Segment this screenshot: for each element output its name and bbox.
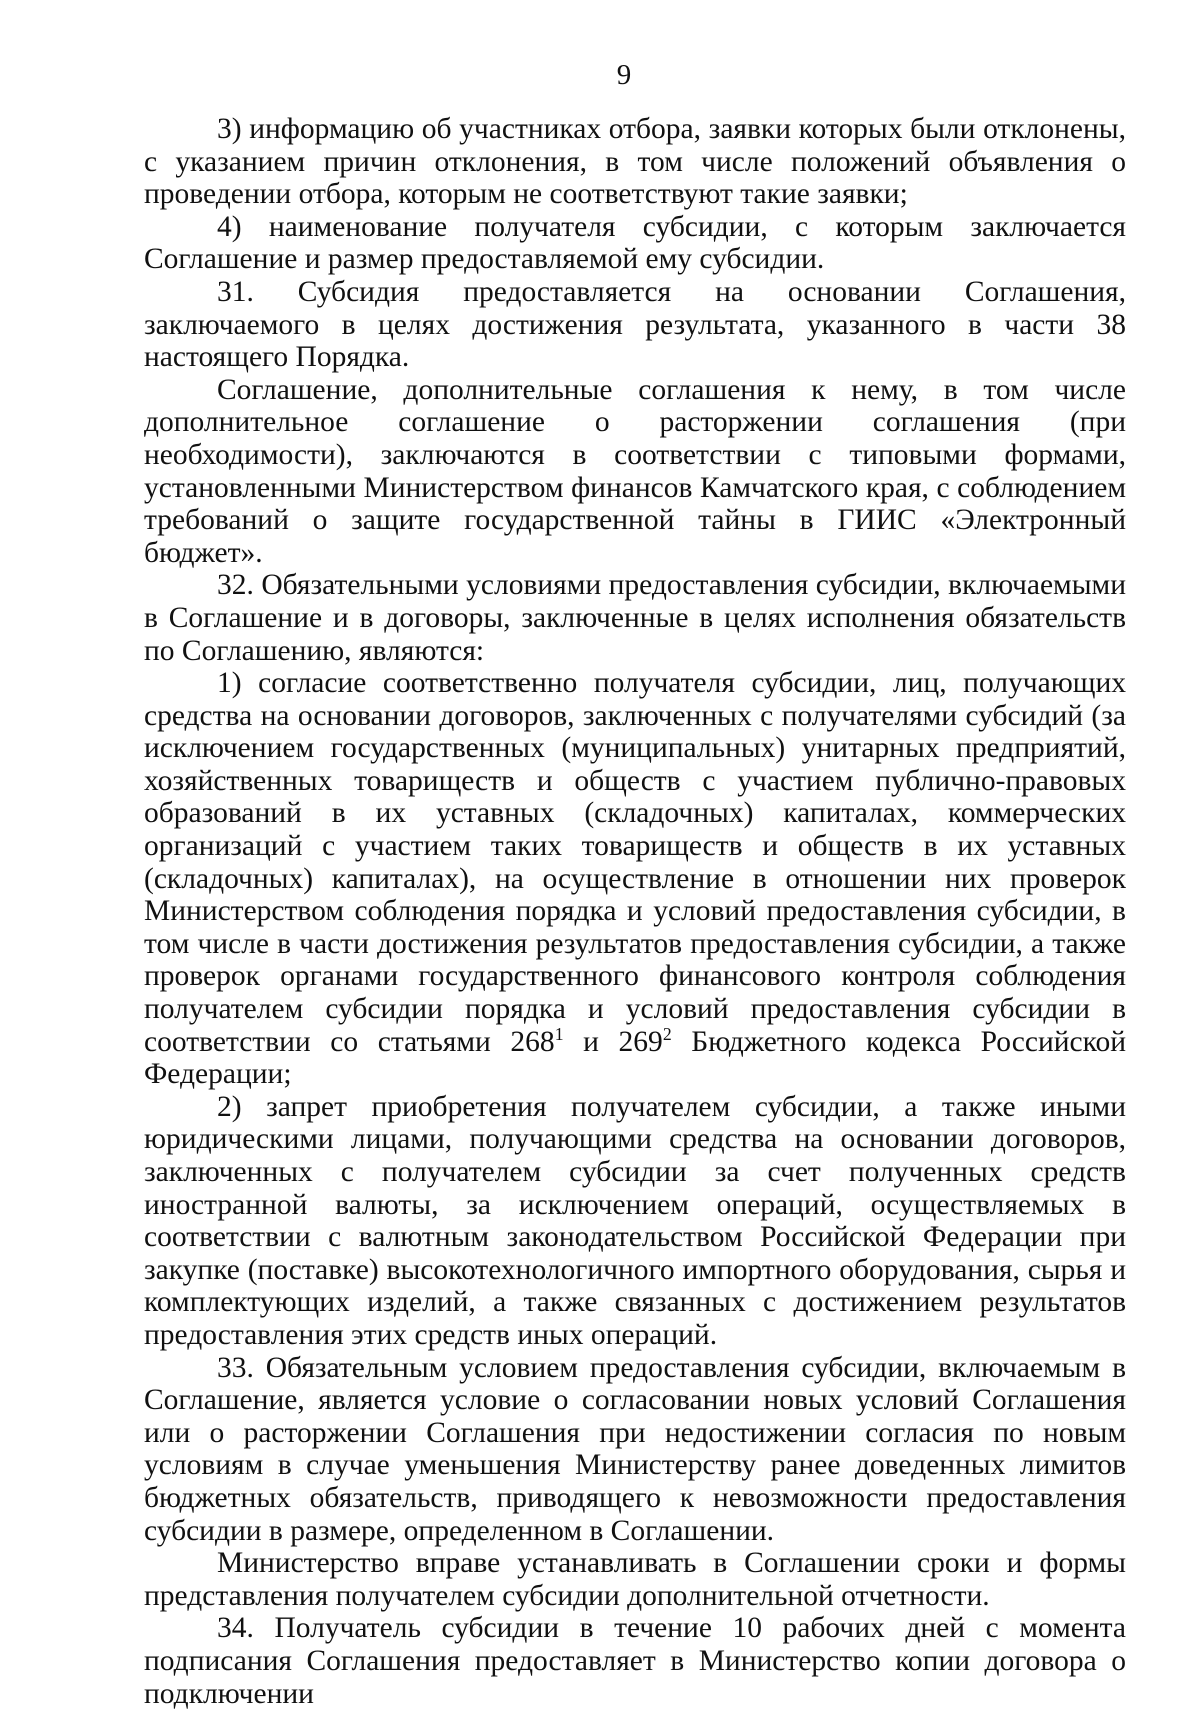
paragraph-agreement-forms: Соглашение, дополнительные соглашения к нему, в том числе дополнительное соглашение о расторжении соглашения (при необходимости), заключаются в соответствии с типовыми формами, установленными Министерством финансов Камчатского края, с соблюдением требований о защите государственной тайны в ГИИС «Электронный бюджет». [144, 373, 1126, 569]
page-number: 9 [616, 59, 632, 91]
document-body [144, 113, 1126, 1710]
footnote-superscript-1: 1 [554, 1023, 564, 1044]
paragraph-clause-31: 31. Субсидия предоставляется на основании Соглашения, заключаемого в целях достижения результата, указанного в части 38 настоящего Порядка. [144, 275, 1126, 374]
paragraph-clause-34: 34. Получатель субсидии в течение 10 рабочих дней с момента подписания Соглашения предоставляет в Министерство копии договора о подключении [144, 1612, 1126, 1710]
paragraph-clause-33: 33. Обязательным условием предоставления субсидии, включаемым в Соглашение, является условие о согласовании новых условий Соглашения или о расторжении Соглашения при недостижении согласия по новым условиям в случае уменьшения Министерству ранее доведенных лимитов бюджетных обязательств, приводящего к невозможности предоставления субсидии в размере, определенном в Соглашении. [144, 1351, 1126, 1547]
paragraph-condition-1 [144, 667, 1126, 1091]
condition-1-tail: Бюджетного кодекса Российской Федерации; [144, 1025, 1126, 1091]
paragraph-item-4: 4) наименование получателя субсидии, с которым заключается Соглашение и размер предоставляемой ему субсидии. [144, 210, 1126, 276]
paragraph-condition-2: 2) запрет приобретения получателем субсидии, а также иными юридическими лицами, получающими средства на основании договоров, заключенных с получателем субсидии за счет полученных средств иностранной валюты, за исключением операций, осуществляемых в соответствии с валютным законодательством Российской Федерации при закупке (поставке) высокотехнологичного импортного оборудования, сырья и комплектующих изделий, а также связанных с достижением результатов предоставления этих средств иных операций. [144, 1090, 1126, 1351]
condition-1-mid: и 269 [563, 1025, 663, 1058]
paragraph-item-3: 3) информацию об участниках отбора, заявки которых были отклонены, с указанием причин отклонения, в том числе положений объявления о проведении отбора, которым не соответствуют такие заявки; [144, 113, 1126, 211]
paragraph-clause-32: 32. Обязательными условиями предоставления субсидии, включаемыми в Соглашение и в договоры, заключенные в целях исполнения обязательств по Соглашению, являются: [144, 569, 1126, 667]
footnote-superscript-2: 2 [662, 1023, 672, 1044]
paragraph-additional-reporting: Министерство вправе устанавливать в Соглашении сроки и формы представления получателем субсидии дополнительной отчетности. [144, 1547, 1126, 1612]
condition-1-text: 1) согласие соответственно получателя субсидии, лиц, получающих средства на основании договоров, заключенных с получателями субсидий (за исключением государственных (муниципальных) унитарных предприятий, хозяйственных товариществ и обществ с участием публично-правовых образований в их уставных (складочных) капиталах, коммерческих организаций с участием таких товариществ и обществ в их уставных (складочных) капиталах), на осуществление в отношении них проверок Министерством соблюдения порядка и условий предоставления субсидии, в том числе в части достижения результатов предоставления субсидии, а также проверок органами государственного финансового контроля соблюдения получателем субсидии порядка и условий предоставления субсидии в соответствии со статьями 268 [144, 667, 1126, 1058]
